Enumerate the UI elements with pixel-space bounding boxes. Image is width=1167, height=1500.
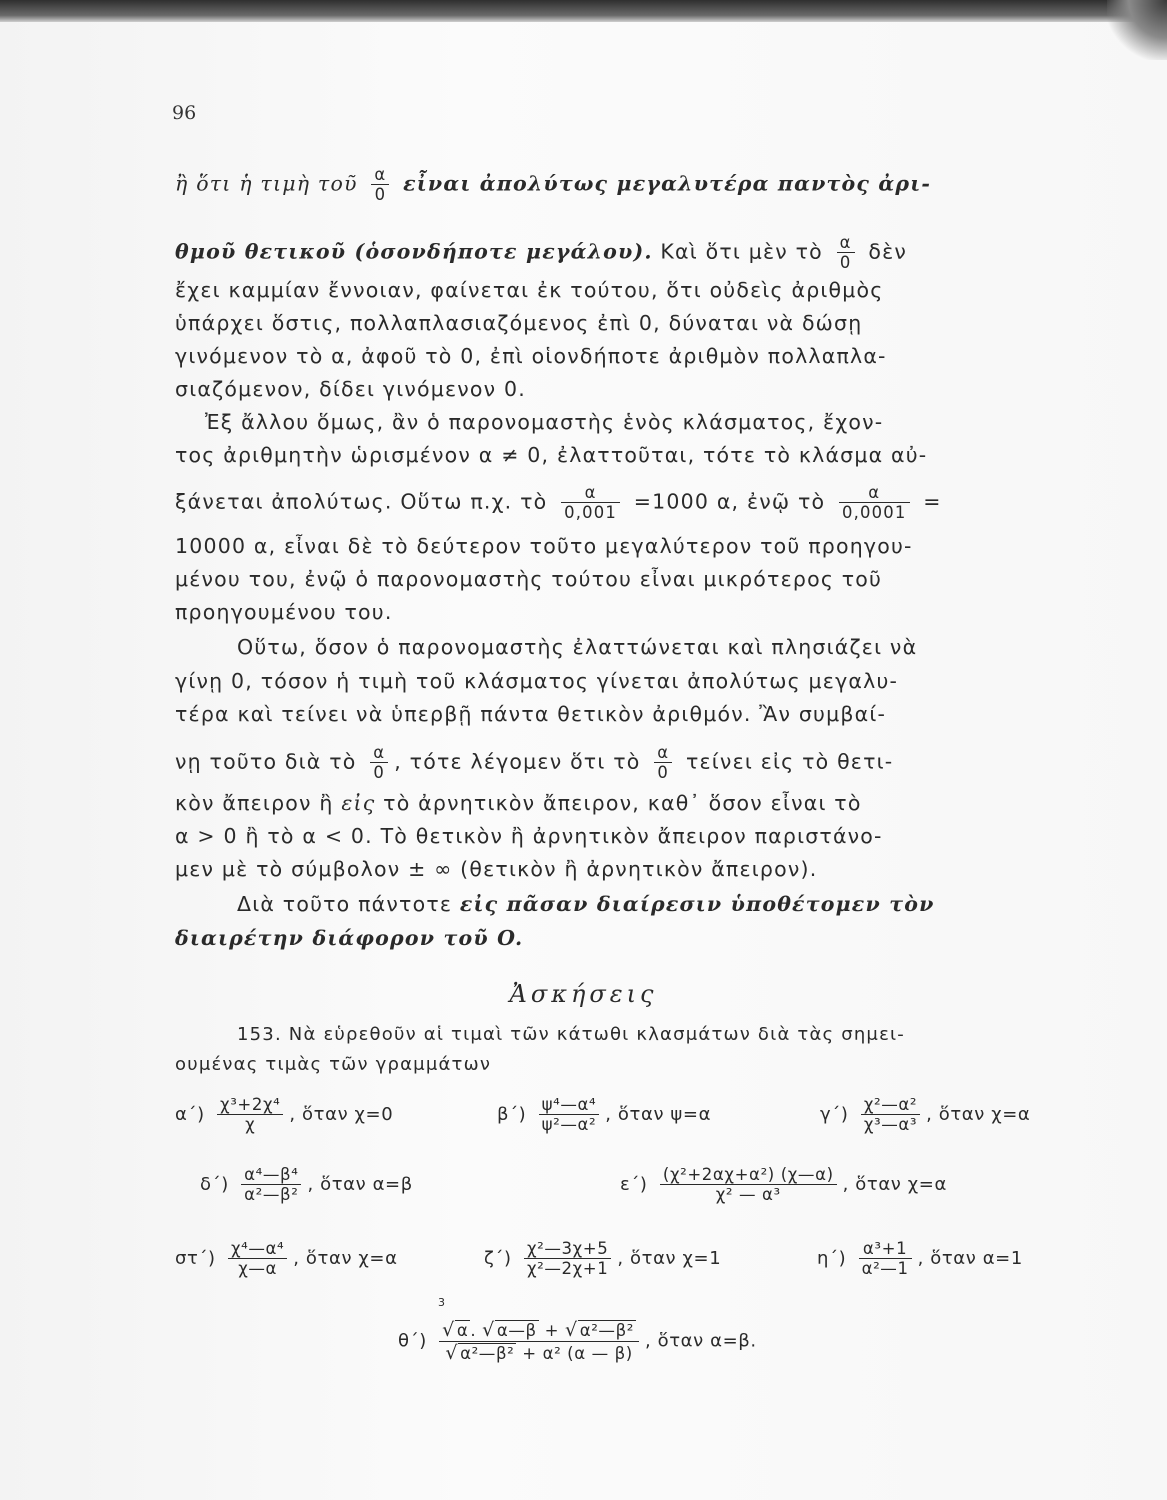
- item-label: β΄): [497, 1103, 527, 1125]
- numerator: α: [654, 744, 672, 763]
- radical-sign: √: [564, 1319, 578, 1341]
- text-span: Καὶ ὅτι μὲν τὸ: [660, 239, 823, 264]
- radicand: α: [456, 1321, 469, 1340]
- numerator: α: [837, 234, 855, 253]
- exercise-item-theta: [398, 1320, 757, 1363]
- radicand: α²—β²: [460, 1343, 515, 1363]
- text-span: τείνει εἰς τὸ θετι-: [685, 749, 894, 774]
- root: [445, 1343, 516, 1363]
- radicand: α—β: [496, 1321, 537, 1340]
- denominator: α²—β²: [244, 1185, 299, 1205]
- text-span: ξάνεται ἀπολύτως. Οὕτω π.χ. τὸ: [175, 489, 548, 514]
- fraction: [524, 1240, 611, 1278]
- denominator: 0: [373, 763, 386, 783]
- text-span: =1000 α, ἐνῷ τὸ: [633, 489, 826, 514]
- root-index: 3: [438, 1296, 446, 1309]
- text-line: [175, 234, 1105, 271]
- denominator: 0: [839, 253, 852, 273]
- fraction: [217, 1096, 283, 1134]
- page-number: 96: [172, 102, 197, 124]
- numerator: α: [371, 166, 389, 185]
- operator: +: [544, 1321, 560, 1340]
- fraction-a-over-0: [370, 744, 388, 781]
- root: [442, 1320, 470, 1340]
- operator: .: [470, 1321, 477, 1340]
- text-span: δὲν: [868, 239, 908, 264]
- text-span: =: [923, 489, 942, 514]
- text-line: σιαζόμενον, δίδει γινόμενον 0.: [175, 377, 526, 401]
- text-line: γινόμενον τὸ α, ἀφοῦ τὸ 0, ἐπὶ οἱονδήποτε ἀριθμὸν πολλαπλα-: [175, 344, 887, 368]
- fraction-a-over-0001: [561, 484, 620, 521]
- numerator: χ⁴—α⁴: [228, 1240, 287, 1259]
- condition: , ὅταν χ=α: [293, 1247, 398, 1269]
- section-heading: Ἀσκήσεις: [509, 980, 658, 1008]
- exercise-item-c: [820, 1096, 1030, 1134]
- denominator: ψ²—α²: [541, 1115, 597, 1135]
- text-span: τὸ ἀρνητικὸν ἄπειρον, καθ᾽ ὅσον εἶναι τὸ: [383, 791, 862, 815]
- text-span: Διὰ τοῦτο πάντοτε: [237, 892, 453, 916]
- exercise-item-b: [497, 1096, 711, 1134]
- scan-edge: [0, 0, 1167, 22]
- denominator: χ³—α³: [863, 1115, 918, 1135]
- denominator: α²—1: [861, 1259, 909, 1279]
- condition: , ὅταν α=β: [307, 1173, 413, 1195]
- text-line: α > 0 ἢ τὸ α < 0. Τὸ θετικὸν ἢ ἀρνητικὸν ἄπειρον παριστάνο-: [175, 824, 883, 848]
- fraction: [228, 1240, 287, 1278]
- item-label: στ΄): [175, 1247, 216, 1269]
- radical-sign: √: [442, 1319, 455, 1341]
- denominator: 0,0001: [842, 503, 907, 523]
- emphasis-text: εἰς πᾶσαν διαίρεσιν ὑποθέτομεν τὸν: [459, 892, 935, 916]
- numerator: χ²—3χ+5: [524, 1240, 611, 1259]
- text-line: τέρα καὶ τείνει νὰ ὑπερβῇ πάντα θετικὸν ἀριθμόν. Ἂν συμβαί-: [175, 702, 887, 726]
- denominator: χ²—2χ+1: [526, 1259, 609, 1279]
- text-line: μεν μὲ τὸ σύμβολον ± ∞ (θετικὸν ἢ ἀρνητικὸν ἄπειρον).: [175, 857, 818, 881]
- root: [482, 1320, 539, 1340]
- fraction: [539, 1096, 600, 1134]
- numerator: α: [370, 744, 388, 763]
- fraction-a-over-00001: [839, 484, 910, 521]
- denominator: [439, 1342, 639, 1363]
- item-label: η΄): [817, 1247, 847, 1269]
- exercise-item-e: [620, 1166, 947, 1204]
- text-line: μένου του, ἐνῷ ὁ παρονομαστὴς τούτου εἶναι μικρότερος τοῦ: [175, 567, 883, 591]
- item-label: γ΄): [820, 1103, 849, 1125]
- item-label: ζ΄): [484, 1247, 512, 1269]
- text-line: [175, 484, 1105, 521]
- fraction-a-over-0: [837, 234, 855, 271]
- fraction: [439, 1320, 639, 1363]
- numerator: ψ⁴—α⁴: [539, 1096, 600, 1115]
- numerator: χ³+2χ⁴: [217, 1096, 283, 1115]
- denominator: 0: [374, 185, 387, 205]
- item-label: δ΄): [200, 1173, 229, 1195]
- italic-text: ἢ ὅτι ἡ τιμὴ τοῦ: [175, 171, 358, 196]
- text-line: Οὕτω, ὅσον ὁ παρονομαστὴς ἐλαττώνεται καὶ πλησιάζει νὰ: [237, 635, 918, 659]
- condition: , ὅταν ψ=α: [605, 1103, 712, 1125]
- denominator: χ² — α³: [715, 1185, 781, 1205]
- fraction: [241, 1166, 301, 1204]
- radicand: α²—β²: [579, 1321, 634, 1340]
- denominator: χ: [245, 1115, 256, 1135]
- text-line: τος ἀριθμητὴν ὡρισμένον α ≠ 0, ἐλαττοῦται, τότε τὸ κλάσμα αὐ-: [175, 443, 928, 467]
- condition: , ὅταν α=β.: [644, 1330, 757, 1352]
- denominator: χ—α: [238, 1259, 278, 1279]
- numerator: χ²—α²: [861, 1096, 920, 1115]
- exercise-intro: ουμένας τιμὰς τῶν γραμμάτων: [175, 1054, 492, 1075]
- text-span: κὸν ἄπειρον ἢ: [175, 791, 334, 815]
- text-span: νῃ τοῦτο διὰ τὸ: [175, 749, 357, 774]
- operator: +: [522, 1343, 537, 1363]
- text-line: 10000 α, εἶναι δὲ τὸ δεύτερον τοῦτο μεγαλύτερον τοῦ προηγου-: [175, 534, 913, 558]
- exercise-item-h: [817, 1240, 1023, 1278]
- item-label: θ΄): [398, 1330, 427, 1352]
- condition: , ὅταν α=1: [917, 1247, 1023, 1269]
- fraction-a-over-0: [371, 166, 389, 203]
- denominator: 0,001: [564, 503, 618, 523]
- scan-corner-shadow: [1107, 0, 1167, 60]
- numerator: α: [839, 484, 910, 503]
- exercise-item-st: [175, 1240, 398, 1278]
- emphasis-text: θμοῦ θετικοῦ (ὁσονδήποτε μεγάλου).: [175, 239, 653, 264]
- italic-text: εἰς: [341, 791, 376, 815]
- fraction: [859, 1240, 912, 1278]
- exercise-intro: 153. Νὰ εὑρεθοῦν αἱ τιμαὶ τῶν κάτωθι κλασμάτων διὰ τὰς σημει-: [237, 1024, 905, 1045]
- exercise-item-a: [175, 1096, 393, 1134]
- numerator: α: [561, 484, 620, 503]
- text-line: [175, 744, 1105, 781]
- exercise-item-z: [484, 1240, 721, 1278]
- radical-sign: √: [482, 1319, 495, 1341]
- text-line: [175, 166, 1105, 203]
- root: [565, 1320, 636, 1340]
- text-line: γίνῃ 0, τόσον ἡ τιμὴ τοῦ κλάσματος γίνεται ἀπολύτως μεγαλυ-: [175, 669, 899, 693]
- item-label: ε΄): [620, 1173, 648, 1195]
- exercise-item-d: [200, 1166, 413, 1204]
- term: α² (α — β): [542, 1343, 633, 1363]
- item-label: α΄): [175, 1103, 205, 1125]
- condition: , ὅταν χ=1: [617, 1247, 722, 1269]
- text-line: διαιρέτην διάφορον τοῦ O.: [175, 926, 524, 950]
- fraction: [861, 1096, 920, 1134]
- numerator: (χ²+2αχ+α²) (χ—α): [660, 1166, 837, 1185]
- condition: , ὅταν χ=α: [842, 1173, 947, 1195]
- text-line: ἔχει καμμίαν ἔννοιαν, φαίνεται ἐκ τούτου, ὅτι οὐδεὶς ἀριθμὸς: [175, 278, 884, 302]
- numerator: α³+1: [859, 1240, 912, 1259]
- text-line: προηγουμένου του.: [175, 600, 393, 624]
- radical-sign: √: [445, 1341, 459, 1364]
- text-line: [237, 894, 1167, 915]
- condition: , ὅταν χ=0: [289, 1103, 394, 1125]
- text-line: ὑπάρχει ὅστις, πολλαπλασιαζόμενος ἐπὶ 0, δύναται νὰ δώσῃ: [175, 311, 863, 335]
- fraction-a-over-0: [654, 744, 672, 781]
- numerator: α⁴—β⁴: [241, 1166, 301, 1185]
- denominator: 0: [657, 763, 670, 783]
- text-span: , τότε λέγομεν ὅτι τὸ: [394, 749, 641, 774]
- fraction: [660, 1166, 837, 1204]
- numerator: [439, 1320, 639, 1342]
- text-line: [175, 793, 1105, 814]
- text-line: Ἐξ ἄλλου ὅμως, ἂν ὁ παρονομαστὴς ἑνὸς κλάσματος, ἔχον-: [205, 410, 884, 434]
- condition: , ὅταν χ=α: [926, 1103, 1031, 1125]
- emphasis-text: εἶναι ἀπολύτως μεγαλυτέρα παντὸς ἀρι-: [403, 171, 932, 196]
